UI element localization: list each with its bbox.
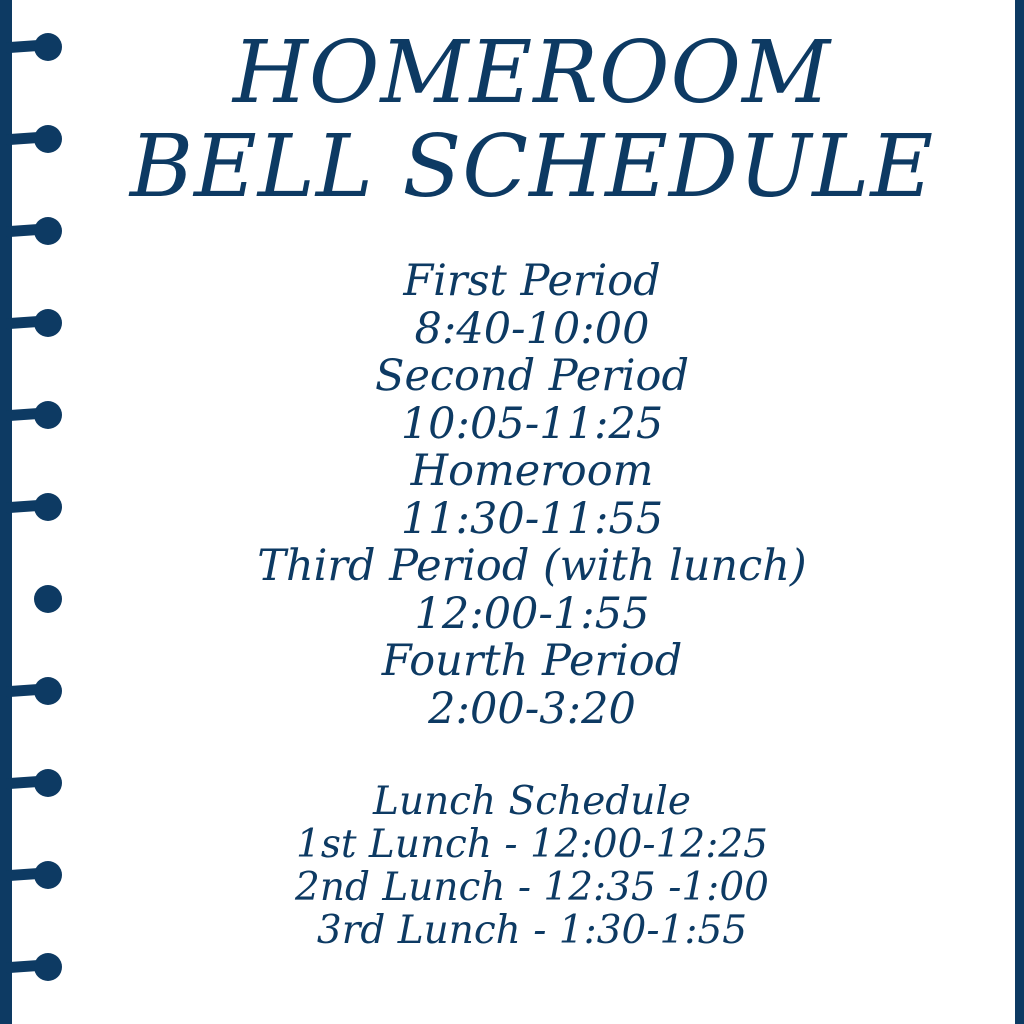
spiral-binding bbox=[0, 0, 80, 1024]
lunch-schedule bbox=[80, 780, 984, 952]
period-time: 10:05-11:25 bbox=[400, 398, 664, 449]
period-name: Third Period (with lunch) bbox=[257, 541, 807, 591]
binder-ring-icon bbox=[0, 950, 70, 984]
page-title bbox=[80, 23, 984, 217]
period-time: 8:40-10:00 bbox=[414, 303, 650, 354]
binder-ring-icon bbox=[0, 582, 70, 616]
lunch-item: 2nd Lunch - 12:35 -1:00 bbox=[295, 865, 769, 910]
period-time: 12:00-1:55 bbox=[414, 588, 650, 639]
lunch-heading: Lunch Schedule bbox=[373, 779, 691, 824]
binder-ring-icon bbox=[0, 306, 70, 340]
binder-ring-icon bbox=[0, 122, 70, 156]
period-name: Fourth Period bbox=[381, 636, 683, 686]
binder-ring-icon bbox=[0, 398, 70, 432]
bell-schedule bbox=[80, 258, 984, 733]
binder-ring-icon bbox=[0, 674, 70, 708]
right-border-edge bbox=[1015, 0, 1024, 1024]
period-name: Homeroom bbox=[410, 446, 654, 496]
binder-ring-icon bbox=[0, 30, 70, 64]
title-line-1: HOMEROOM bbox=[232, 23, 832, 123]
title-line-2: BELL SCHEDULE bbox=[129, 117, 935, 217]
binder-ring-icon bbox=[0, 766, 70, 800]
binder-ring-icon bbox=[0, 214, 70, 248]
period-name: Second Period bbox=[375, 351, 689, 401]
lunch-item: 3rd Lunch - 1:30-1:55 bbox=[316, 908, 748, 953]
binder-ring-icon bbox=[0, 858, 70, 892]
period-time: 2:00-3:20 bbox=[428, 683, 636, 734]
lunch-item: 1st Lunch - 12:00-12:25 bbox=[296, 822, 768, 867]
period-time: 11:30-11:55 bbox=[400, 493, 664, 544]
binder-ring-icon bbox=[0, 490, 70, 524]
period-name: First Period bbox=[403, 256, 661, 306]
